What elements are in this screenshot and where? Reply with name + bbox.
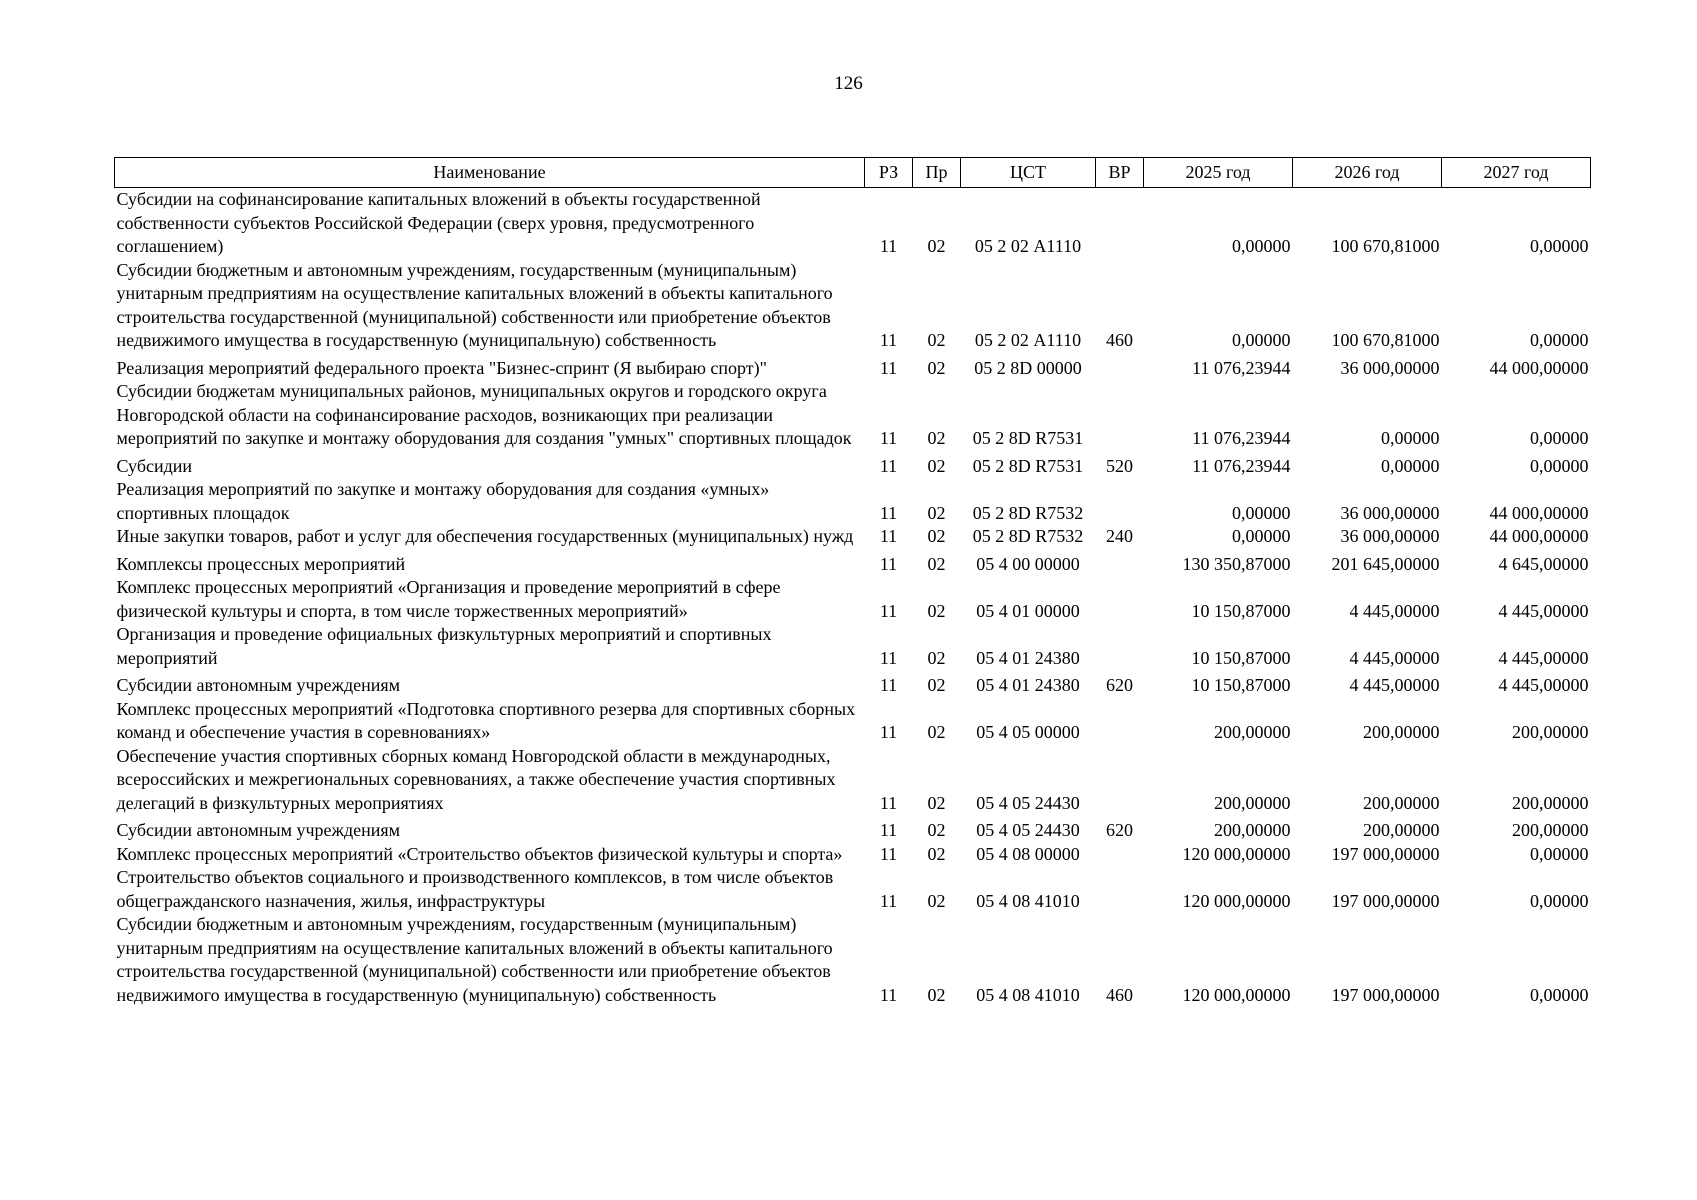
header-name: Наименование	[115, 158, 865, 188]
row-cst: 05 4 00 00000	[976, 553, 1080, 574]
row-2025: 120 000,00000	[1182, 890, 1291, 911]
row-rz: 11	[879, 428, 898, 448]
row-rz: 11	[879, 600, 898, 621]
row-2026: 197 000,00000	[1331, 890, 1440, 911]
row-cst: 05 2 8D 00000	[974, 357, 1082, 378]
row-2025: 11 076,23944	[1192, 357, 1291, 378]
row-name: Реализация мероприятий по закупке и монтажу оборудования для создания «умных» спортивных площадок	[116, 479, 770, 523]
header-cst: ЦСТ	[961, 158, 1096, 188]
table-row	[115, 815, 1591, 843]
row-2025: 11 076,23944	[1192, 455, 1291, 476]
header-pr: Пр	[913, 158, 961, 188]
row-pr: 02	[927, 675, 946, 695]
row-2027: 200,00000	[1512, 722, 1589, 742]
row-name: Комплексы процессных мероприятий	[116, 553, 406, 574]
table-header-row	[115, 158, 1591, 188]
row-name: Субсидии бюджетным и автономным учреждениям, государственным (муниципальным) унитарным предприятиям на осуществление капитальных вложений в объекты капитального строительства государственной (муниципальной) собственности или приобретение объектов недвижимого имущества в государственную (муниципальную) собственность	[116, 259, 833, 350]
row-name: Субсидии на софинансирование капитальных вложений в объекты государственной собственности субъектов Российской Федерации (сверх уровня, предусмотренного соглашением)	[116, 189, 761, 256]
row-pr: 02	[927, 820, 946, 840]
row-pr: 02	[927, 455, 946, 476]
row-cst: 05 4 05 24430	[976, 820, 1080, 840]
table-row	[115, 698, 1591, 745]
row-rz: 11	[879, 890, 898, 911]
row-2027: 4 445,00000	[1498, 647, 1589, 668]
row-2026: 201 645,00000	[1331, 553, 1440, 574]
row-cst: 05 4 08 41010	[976, 984, 1080, 1005]
row-2026: 36 000,00000	[1340, 526, 1440, 546]
row-rz: 11	[879, 236, 898, 256]
row-name: Организация и проведение официальных физкультурных мероприятий и спортивных мероприятий	[116, 624, 772, 668]
row-rz: 11	[879, 792, 898, 813]
row-pr: 02	[927, 890, 946, 911]
row-2025: 10 150,87000	[1191, 675, 1291, 695]
header-rz: РЗ	[865, 158, 913, 188]
row-2027: 4 645,00000	[1498, 553, 1589, 574]
row-2027: 4 445,00000	[1498, 675, 1589, 695]
row-cst: 05 2 8D R7531	[972, 455, 1084, 476]
row-vr: 460	[1106, 984, 1133, 1005]
row-2027: 0,00000	[1530, 984, 1589, 1005]
table-row	[115, 843, 1591, 867]
row-rz: 11	[879, 357, 898, 378]
table-row	[115, 451, 1591, 479]
row-2026: 0,00000	[1381, 428, 1440, 448]
row-2025: 0,00000	[1232, 330, 1291, 350]
row-2026: 36 000,00000	[1340, 502, 1440, 523]
row-name: Субсидии бюджетным и автономным учреждениям, государственным (муниципальным) унитарным предприятиям на осуществление капитальных вложений в объекты капитального строительства государственной (муниципальной) собственности или приобретение объектов недвижимого имущества в государственную (муниципальную) собственность	[116, 914, 833, 1005]
row-2025: 11 076,23944	[1192, 428, 1291, 448]
row-pr: 02	[927, 647, 946, 668]
table-row	[115, 913, 1591, 1007]
table-row	[115, 380, 1591, 451]
row-2025: 120 000,00000	[1182, 843, 1291, 864]
row-rz: 11	[879, 647, 898, 668]
row-vr	[1096, 698, 1144, 745]
row-cst: 05 4 01 00000	[976, 600, 1080, 621]
row-name: Субсидии	[116, 455, 193, 476]
row-2026: 200,00000	[1363, 792, 1440, 813]
row-vr	[1096, 549, 1144, 577]
row-vr	[1096, 380, 1144, 451]
row-vr: 620	[1106, 820, 1133, 840]
row-vr: 520	[1106, 455, 1133, 476]
row-2025: 200,00000	[1214, 820, 1291, 840]
row-pr: 02	[927, 722, 946, 742]
row-rz: 11	[879, 502, 898, 523]
row-pr: 02	[927, 600, 946, 621]
row-vr	[1096, 843, 1144, 867]
table-row	[115, 576, 1591, 623]
row-vr	[1096, 188, 1144, 259]
row-cst: 05 2 8D R7532	[972, 502, 1084, 523]
row-name: Комплекс процессных мероприятий «Подготовка спортивного резерва для спортивных сборных команд и обеспечение участия в соревнованиях»	[116, 698, 856, 742]
row-2026: 197 000,00000	[1331, 984, 1440, 1005]
row-2026: 100 670,81000	[1331, 330, 1440, 350]
row-rz: 11	[879, 722, 898, 742]
row-2026: 0,00000	[1381, 455, 1440, 476]
row-vr	[1096, 478, 1144, 525]
row-2025: 120 000,00000	[1182, 984, 1291, 1005]
row-rz: 11	[879, 984, 898, 1005]
row-cst: 05 2 02 А1110	[974, 330, 1082, 350]
row-2027: 0,00000	[1530, 428, 1589, 448]
row-cst: 05 2 8D R7532	[972, 526, 1084, 546]
table-row	[115, 525, 1591, 549]
row-cst: 05 4 08 41010	[976, 890, 1080, 911]
row-2026: 200,00000	[1363, 722, 1440, 742]
row-pr: 02	[927, 843, 946, 864]
row-2027: 44 000,00000	[1489, 502, 1589, 523]
row-vr	[1096, 623, 1144, 670]
table-row	[115, 353, 1591, 381]
budget-table	[114, 157, 1591, 1007]
row-2026: 4 445,00000	[1349, 675, 1440, 695]
table-row	[115, 259, 1591, 353]
table-row	[115, 745, 1591, 816]
row-2025: 10 150,87000	[1191, 600, 1291, 621]
row-name: Субсидии автономным учреждениям	[116, 820, 401, 840]
row-cst: 05 4 05 24430	[976, 792, 1080, 813]
row-2027: 44 000,00000	[1489, 357, 1589, 378]
row-cst: 05 4 05 00000	[976, 722, 1080, 742]
table-row	[115, 623, 1591, 670]
row-pr: 02	[927, 553, 946, 574]
row-2026: 100 670,81000	[1331, 236, 1440, 256]
row-pr: 02	[927, 330, 946, 350]
row-cst: 05 4 01 24380	[976, 675, 1080, 695]
row-rz: 11	[879, 820, 898, 840]
row-rz: 11	[879, 455, 898, 476]
header-2025: 2025 год	[1144, 158, 1293, 188]
row-vr: 240	[1106, 526, 1133, 546]
row-2026: 4 445,00000	[1349, 600, 1440, 621]
row-rz: 11	[879, 553, 898, 574]
row-name: Обеспечение участия спортивных сборных команд Новгородской области в международных, всероссийских и межрегиональных соревнованиях, а также обеспечение участия спортивных делегаций в физкультурных мероприятиях	[116, 745, 836, 813]
row-name: Комплекс процессных мероприятий «Строительство объектов физической культуры и спорта»	[116, 843, 843, 864]
row-2025: 130 350,87000	[1182, 553, 1291, 574]
row-vr	[1096, 353, 1144, 381]
header-2027: 2027 год	[1442, 158, 1591, 188]
row-2025: 0,00000	[1232, 236, 1291, 256]
row-pr: 02	[927, 428, 946, 448]
row-pr: 02	[927, 526, 946, 546]
row-2026: 200,00000	[1363, 820, 1440, 840]
row-pr: 02	[927, 792, 946, 813]
row-name: Реализация мероприятий федерального проекта "Бизнес-спринт (Я выбираю спорт)"	[116, 357, 767, 378]
row-name: Субсидии автономным учреждениям	[116, 675, 401, 695]
row-2027: 44 000,00000	[1489, 526, 1589, 546]
row-vr: 460	[1106, 330, 1133, 350]
row-2027: 0,00000	[1530, 455, 1589, 476]
header-vr: ВР	[1096, 158, 1144, 188]
row-rz: 11	[879, 675, 898, 695]
row-2025: 0,00000	[1232, 502, 1291, 523]
table-row	[115, 478, 1591, 525]
row-2027: 200,00000	[1512, 820, 1589, 840]
row-2026: 4 445,00000	[1349, 647, 1440, 668]
row-pr: 02	[927, 502, 946, 523]
row-name: Комплекс процессных мероприятий «Организация и проведение мероприятий в сфере физической культуры и спорта, в том числе торжественных мероприятий»	[116, 577, 781, 621]
row-pr: 02	[927, 236, 946, 256]
row-cst: 05 4 01 24380	[976, 647, 1080, 668]
row-name: Строительство объектов социального и производственного комплексов, в том числе объектов общегражданского назначения, жилья, инфраструктуры	[116, 867, 834, 911]
table-row	[115, 188, 1591, 259]
row-2027: 0,00000	[1530, 890, 1589, 911]
row-2027: 200,00000	[1512, 792, 1589, 813]
header-2026: 2026 год	[1293, 158, 1442, 188]
table-row	[115, 670, 1591, 698]
row-cst: 05 2 02 А1110	[974, 236, 1082, 256]
table-row	[115, 866, 1591, 913]
row-cst: 05 2 8D R7531	[972, 428, 1084, 448]
row-2026: 36 000,00000	[1340, 357, 1440, 378]
page-number: 126	[834, 73, 863, 94]
row-2025: 200,00000	[1214, 722, 1291, 742]
row-vr	[1096, 866, 1144, 913]
row-2027: 0,00000	[1530, 236, 1589, 256]
row-vr	[1096, 576, 1144, 623]
row-rz: 11	[879, 843, 898, 864]
row-pr: 02	[927, 984, 946, 1005]
row-pr: 02	[927, 357, 946, 378]
row-2027: 0,00000	[1530, 330, 1589, 350]
row-cst: 05 4 08 00000	[976, 843, 1080, 864]
row-rz: 11	[879, 526, 898, 546]
row-rz: 11	[879, 330, 898, 350]
row-2025: 10 150,87000	[1191, 647, 1291, 668]
row-vr: 620	[1106, 675, 1133, 695]
row-2026: 197 000,00000	[1331, 843, 1440, 864]
row-name: Иные закупки товаров, работ и услуг для обеспечения государственных (муниципальных) нужд	[116, 526, 854, 546]
row-2027: 0,00000	[1530, 843, 1589, 864]
row-2027: 4 445,00000	[1498, 600, 1589, 621]
row-2025: 0,00000	[1232, 526, 1291, 546]
row-name: Субсидии бюджетам муниципальных районов, муниципальных округов и городского округа Новгородской области на софинансирование расходов, возникающих при реализации мероприятий по закупке и монтажу оборудования для создания "умных" спортивных площадок	[116, 381, 852, 448]
row-2025: 200,00000	[1214, 792, 1291, 813]
table-row	[115, 549, 1591, 577]
row-vr	[1096, 745, 1144, 816]
